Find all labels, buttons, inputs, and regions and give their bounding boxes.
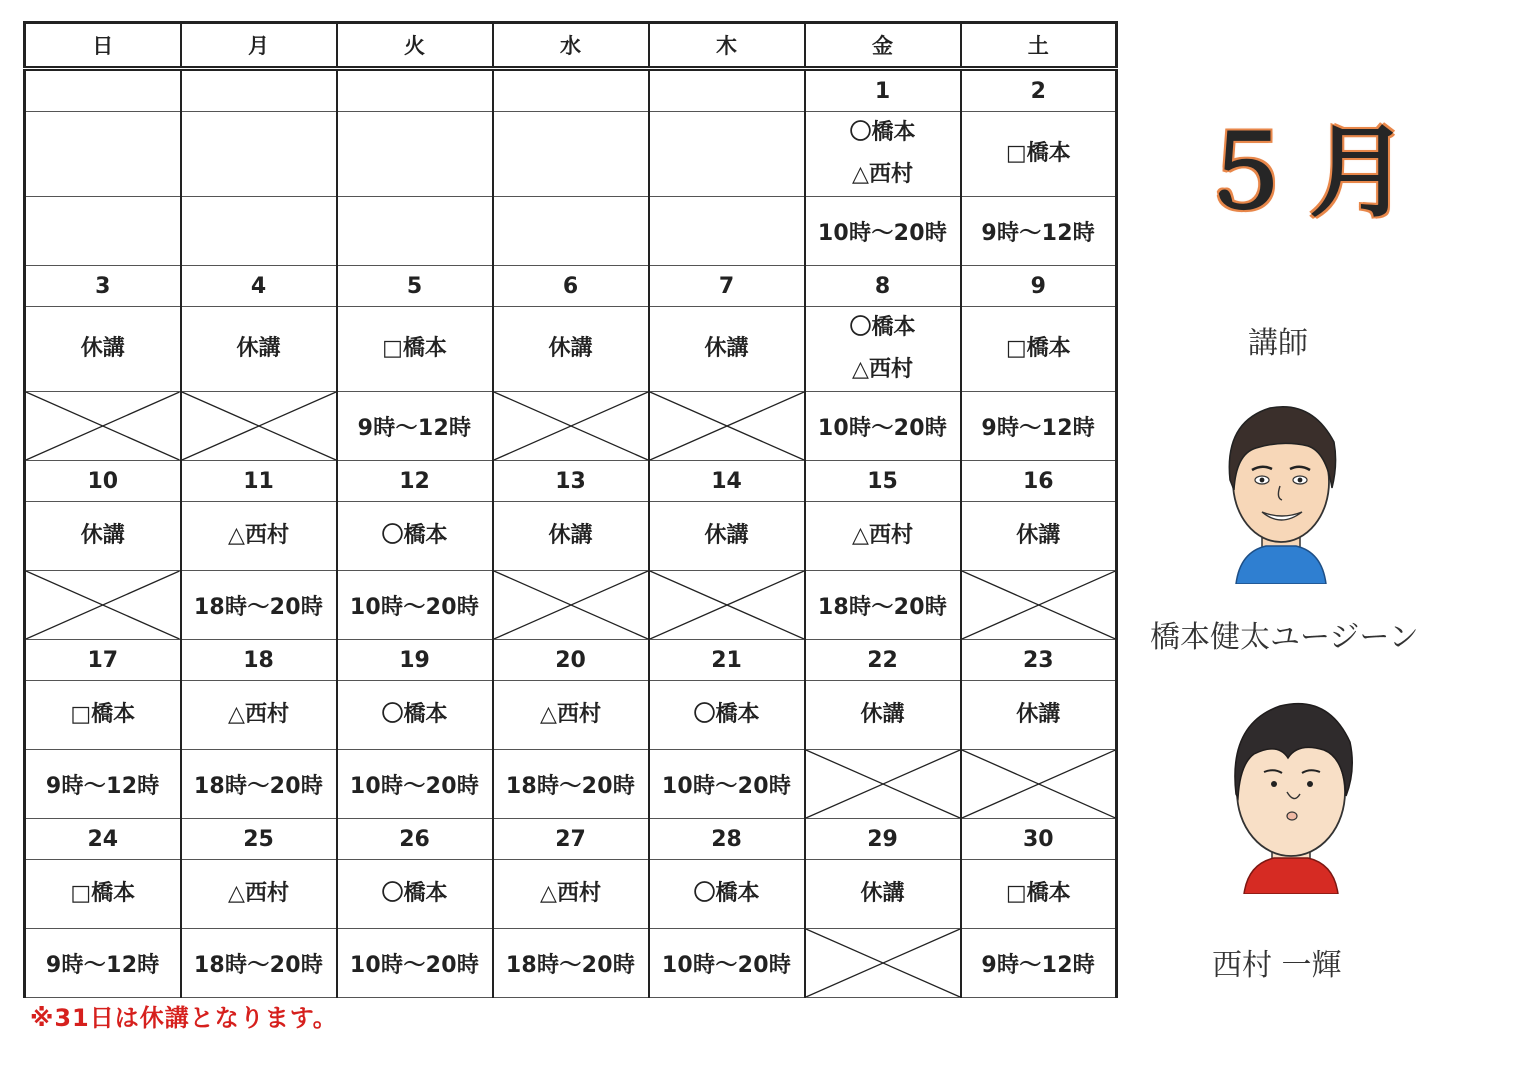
- date-cell: 9: [961, 266, 1117, 307]
- teacher2-portrait: [1224, 698, 1358, 894]
- tutor-cell: [25, 860, 181, 929]
- closed-time-cell: [961, 750, 1117, 819]
- tutor-cell: [337, 860, 493, 929]
- tutor-label: □橋本: [1005, 141, 1071, 166]
- closed-time-cell: [805, 750, 961, 819]
- tutor-label: 〇橋本: [849, 120, 916, 145]
- closed-time-cell: [25, 571, 181, 640]
- week-1-time-row: [25, 197, 1117, 266]
- tutor-cell: [961, 112, 1117, 197]
- tutor-cell: [805, 860, 961, 929]
- date-cell: 30: [961, 819, 1117, 860]
- week-2-time-row: [25, 392, 1117, 461]
- tutor-cell: [961, 307, 1117, 392]
- teacher1-right-pupil: [1298, 478, 1303, 483]
- time-cell: 9時～12時: [25, 929, 181, 998]
- tutor-label: 〇橋本: [381, 702, 448, 727]
- closed-cross-icon: [26, 571, 180, 639]
- tutor-cell: [25, 681, 181, 750]
- closed-time-cell: [25, 392, 181, 461]
- date-cell: [25, 69, 181, 112]
- tutor-label: 〇橋本: [381, 881, 448, 906]
- teacher2-shirt: [1244, 858, 1338, 894]
- date-cell: 11: [181, 461, 337, 502]
- date-cell: 26: [337, 819, 493, 860]
- date-cell: 14: [649, 461, 805, 502]
- tutor-label: □橋本: [70, 702, 136, 727]
- week-3-time-row: [25, 571, 1117, 640]
- tutor-cell: [805, 112, 961, 197]
- teacher1-left-pupil: [1260, 478, 1265, 483]
- tutor-cell: [181, 860, 337, 929]
- tutor-label: △西村: [540, 702, 601, 727]
- date-cell: 10: [25, 461, 181, 502]
- week-3-tutor-row: [25, 502, 1117, 571]
- teacher2-mouth: [1287, 812, 1297, 820]
- date-cell: 16: [961, 461, 1117, 502]
- tutor-cell: [493, 307, 649, 392]
- time-cell: 10時～20時: [337, 929, 493, 998]
- tutor-cell: [493, 112, 649, 197]
- time-cell: [25, 197, 181, 266]
- calendar-table: [23, 21, 1118, 998]
- closed-cross-icon: [962, 571, 1116, 639]
- tutor-label: 〇橋本: [693, 702, 760, 727]
- weekday-header-0: 日: [25, 23, 181, 69]
- tutor-cell: [337, 307, 493, 392]
- date-cell: 17: [25, 640, 181, 681]
- tutor-cell: [805, 307, 961, 392]
- tutor-label: □橋本: [382, 336, 447, 361]
- week-5-date-row: [25, 819, 1117, 860]
- closed-cross-icon: [182, 392, 336, 460]
- date-cell: 3: [25, 266, 181, 307]
- tutor-cell: [181, 307, 337, 392]
- week-5-tutor-row: [25, 860, 1117, 929]
- date-cell: 2: [961, 69, 1117, 112]
- week-4-date-row: [25, 640, 1117, 681]
- tutor-label: 休講: [80, 336, 125, 361]
- closed-time-cell: [961, 571, 1117, 640]
- tutor-cell: [649, 681, 805, 750]
- tutor-cell: [337, 112, 493, 197]
- tutor-label: □橋本: [1005, 881, 1071, 906]
- time-cell: [493, 197, 649, 266]
- date-cell: 24: [25, 819, 181, 860]
- tutor-label: □橋本: [1005, 336, 1071, 361]
- closed-time-cell: [805, 929, 961, 998]
- closed-cross-icon: [650, 392, 804, 460]
- tutor-label: 〇橋本: [693, 881, 760, 906]
- tutor-cell: [25, 112, 181, 197]
- tutor-label: 〇橋本: [849, 315, 916, 340]
- tutor-cell: [493, 681, 649, 750]
- tutor-label: 〇橋本: [381, 523, 448, 548]
- tutor-cell: [961, 502, 1117, 571]
- tutor-cell: [493, 860, 649, 929]
- week-3-date-row: [25, 461, 1117, 502]
- tutor-label: 休講: [704, 523, 749, 548]
- time-cell: [649, 197, 805, 266]
- closed-cross-icon: [26, 392, 180, 460]
- week-2-date-row: [25, 266, 1117, 307]
- weekday-header-2: 火: [337, 23, 493, 69]
- week-4-time-row: [25, 750, 1117, 819]
- weekday-header-6: 土: [961, 23, 1117, 69]
- date-cell: 28: [649, 819, 805, 860]
- date-cell: 1: [805, 69, 961, 112]
- time-cell: 9時～12時: [337, 392, 493, 461]
- time-cell: 10時～20時: [337, 571, 493, 640]
- teacher2-name: 西村 一輝: [1212, 948, 1342, 983]
- tutor-cell: [181, 112, 337, 197]
- closed-time-cell: [649, 571, 805, 640]
- time-cell: 18時～20時: [493, 929, 649, 998]
- week-5-time-row: [25, 929, 1117, 998]
- tutor-label: △西村: [540, 881, 601, 906]
- tutor-label: 休講: [548, 336, 593, 361]
- closed-cross-icon: [494, 571, 648, 639]
- weekday-header-3: 水: [493, 23, 649, 69]
- date-cell: 12: [337, 461, 493, 502]
- lecturer-heading: 講師: [1248, 326, 1308, 361]
- time-cell: [181, 197, 337, 266]
- time-cell: 18時～20時: [181, 750, 337, 819]
- closed-time-cell: [493, 571, 649, 640]
- teacher2-right-eye: [1307, 781, 1313, 787]
- time-cell: 9時～12時: [961, 197, 1117, 266]
- time-cell: [337, 197, 493, 266]
- week-4-tutor-row: [25, 681, 1117, 750]
- tutor-cell: [961, 681, 1117, 750]
- date-cell: [493, 69, 649, 112]
- weekday-header-5: 金: [805, 23, 961, 69]
- date-cell: 18: [181, 640, 337, 681]
- time-cell: 9時～12時: [961, 392, 1117, 461]
- week-1-date-row: [25, 69, 1117, 112]
- tutor-label: 休講: [1016, 702, 1061, 727]
- tutor-label: △西村: [852, 523, 913, 548]
- tutor-label: 休講: [1016, 523, 1061, 548]
- tutor-label: 休講: [860, 881, 905, 906]
- date-cell: 4: [181, 266, 337, 307]
- closed-time-cell: [649, 392, 805, 461]
- time-cell: 10時～20時: [805, 197, 961, 266]
- tutor-cell: [181, 502, 337, 571]
- tutor-label: □橋本: [70, 881, 136, 906]
- time-cell: 18時～20時: [805, 571, 961, 640]
- tutor-label: △西村: [852, 162, 913, 187]
- closed-time-cell: [493, 392, 649, 461]
- tutor-label: △西村: [228, 881, 289, 906]
- weekday-header-row: [25, 23, 1117, 69]
- date-cell: [181, 69, 337, 112]
- tutor-cell: [181, 681, 337, 750]
- time-cell: 18時～20時: [181, 929, 337, 998]
- teacher1-portrait: [1222, 402, 1340, 584]
- tutor-cell: [25, 307, 181, 392]
- tutor-cell: [805, 681, 961, 750]
- weekday-header-4: 木: [649, 23, 805, 69]
- week-1-tutor-row: [25, 112, 1117, 197]
- time-cell: 10時～20時: [649, 750, 805, 819]
- weekday-header-1: 月: [181, 23, 337, 69]
- time-cell: 18時～20時: [181, 571, 337, 640]
- closed-cross-icon: [806, 929, 960, 997]
- date-cell: 15: [805, 461, 961, 502]
- teacher2-left-eye: [1271, 781, 1277, 787]
- tutor-cell: [961, 860, 1117, 929]
- tutor-cell: [337, 502, 493, 571]
- date-cell: 27: [493, 819, 649, 860]
- tutor-label: 休講: [704, 336, 749, 361]
- date-cell: [649, 69, 805, 112]
- tutor-cell: [649, 307, 805, 392]
- date-cell: 5: [337, 266, 493, 307]
- date-cell: [337, 69, 493, 112]
- month-title: ５月: [1195, 114, 1423, 231]
- tutor-label: 休講: [236, 336, 281, 361]
- tutor-cell: [25, 502, 181, 571]
- tutor-cell: [337, 681, 493, 750]
- closed-cross-icon: [650, 571, 804, 639]
- date-cell: 29: [805, 819, 961, 860]
- teacher1-name: 橋本健太ユージーン: [1150, 620, 1419, 655]
- tutor-cell: [649, 112, 805, 197]
- time-cell: 9時～12時: [961, 929, 1117, 998]
- date-cell: 13: [493, 461, 649, 502]
- time-cell: 9時～12時: [25, 750, 181, 819]
- date-cell: 19: [337, 640, 493, 681]
- date-cell: 22: [805, 640, 961, 681]
- closed-cross-icon: [494, 392, 648, 460]
- tutor-label: 休講: [860, 702, 905, 727]
- tutor-label: △西村: [228, 523, 289, 548]
- tutor-label: 休講: [80, 523, 125, 548]
- date-cell: 8: [805, 266, 961, 307]
- time-cell: 18時～20時: [493, 750, 649, 819]
- time-cell: 10時～20時: [337, 750, 493, 819]
- tutor-label: △西村: [228, 702, 289, 727]
- date-cell: 21: [649, 640, 805, 681]
- tutor-cell: [649, 860, 805, 929]
- date-cell: 6: [493, 266, 649, 307]
- date-cell: 20: [493, 640, 649, 681]
- date-cell: 23: [961, 640, 1117, 681]
- closed-cross-icon: [962, 750, 1116, 818]
- closed-time-cell: [181, 392, 337, 461]
- week-2-tutor-row: [25, 307, 1117, 392]
- tutor-cell: [649, 502, 805, 571]
- date-cell: 25: [181, 819, 337, 860]
- tutor-cell: [805, 502, 961, 571]
- time-cell: 10時～20時: [805, 392, 961, 461]
- date-cell: 7: [649, 266, 805, 307]
- time-cell: 10時～20時: [649, 929, 805, 998]
- tutor-label: 休講: [548, 523, 593, 548]
- closure-note: ※31日は休講となります。: [30, 1004, 338, 1032]
- teacher1-shirt: [1236, 546, 1326, 584]
- closed-cross-icon: [806, 750, 960, 818]
- tutor-cell: [493, 502, 649, 571]
- tutor-label: △西村: [852, 357, 913, 382]
